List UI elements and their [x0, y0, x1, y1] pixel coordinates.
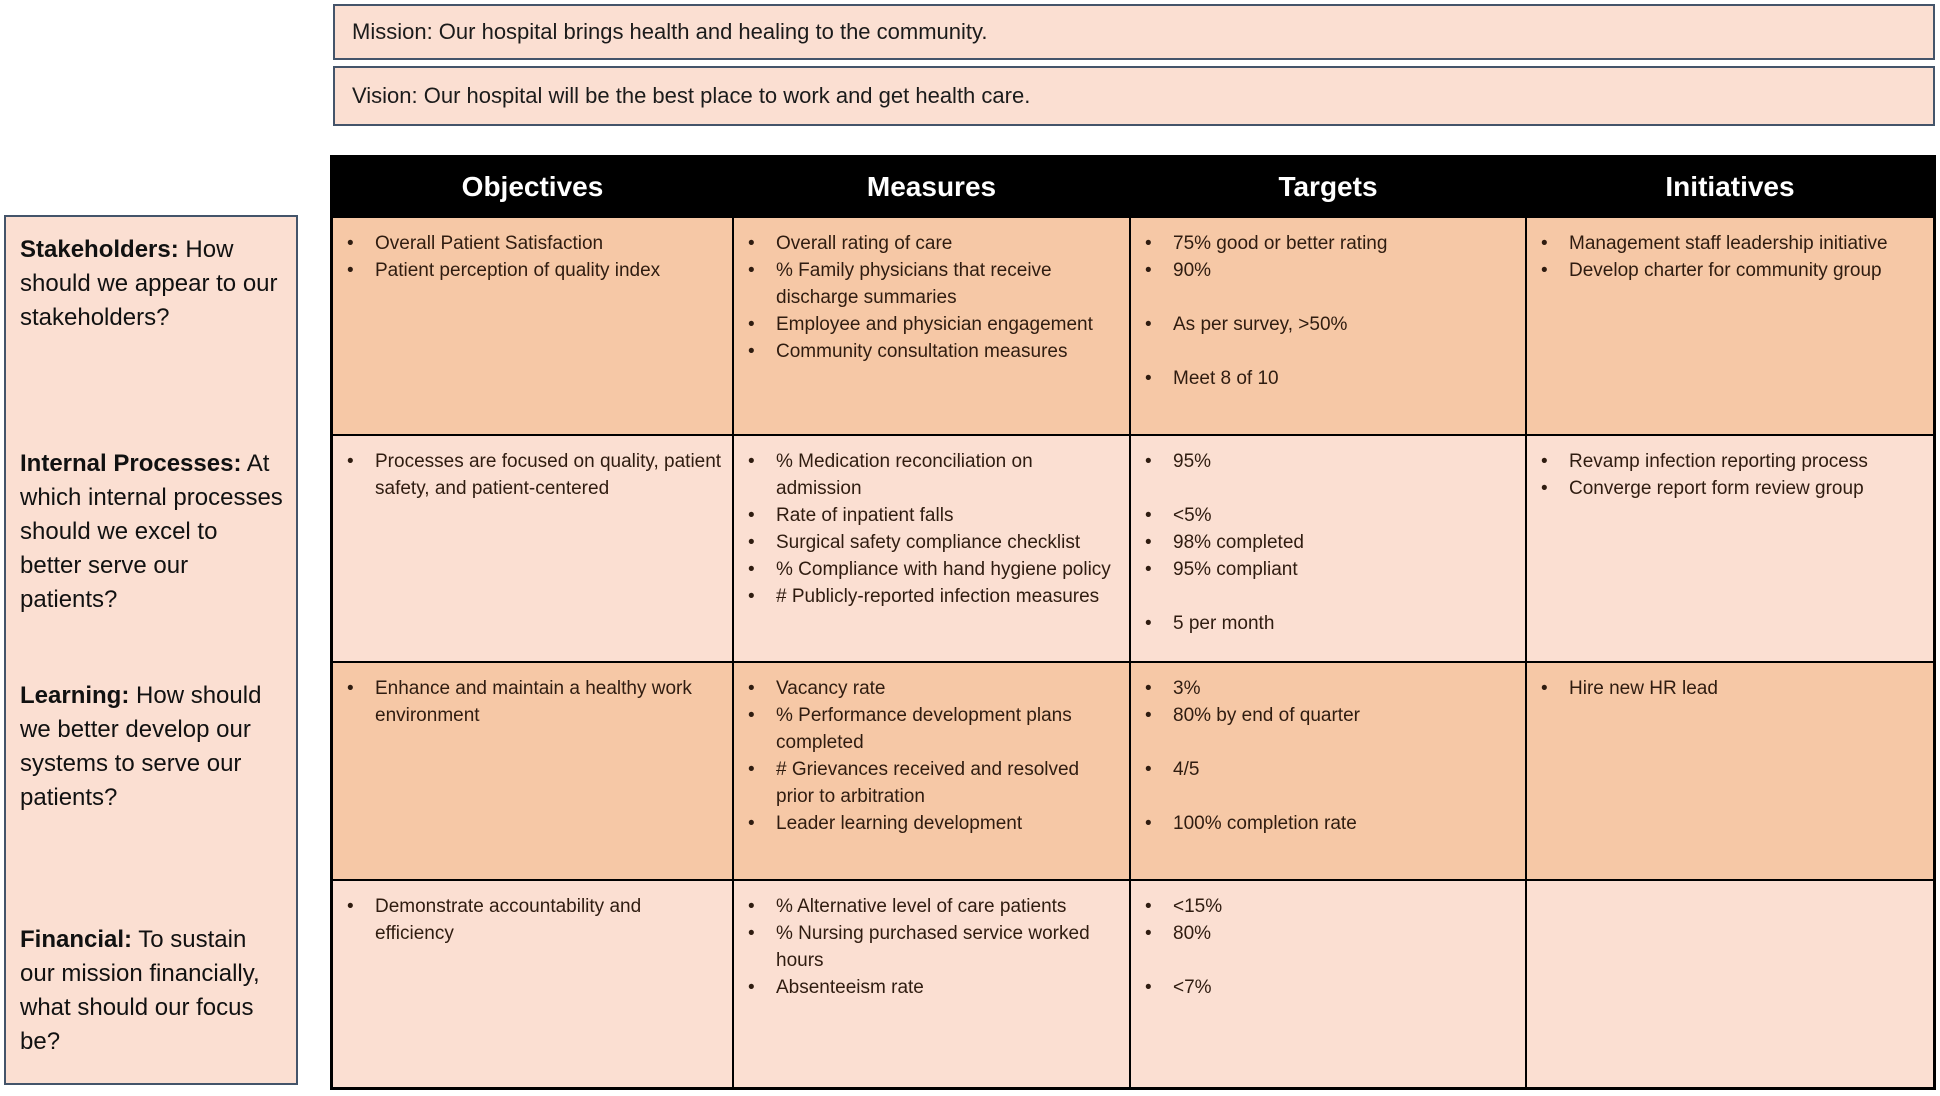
bullet-item	[1145, 448, 1515, 475]
bullet-text: Vacancy rate	[776, 678, 886, 699]
bullet-icon: •	[347, 260, 354, 281]
mission-banner	[333, 4, 1935, 60]
mission-text: Mission: Our hospital brings health and healing to the community.	[352, 19, 988, 44]
bullet-text: Leader learning development	[776, 813, 1023, 834]
bullet-icon: •	[1145, 532, 1152, 553]
bullet-icon: •	[1541, 478, 1548, 499]
perspective-label: Financial:	[20, 926, 133, 953]
list-gap	[1145, 284, 1515, 311]
bullet-icon: •	[347, 233, 354, 254]
bullet-item	[1541, 475, 1923, 502]
perspective-financial	[20, 923, 284, 1059]
bullet-icon: •	[1145, 759, 1152, 780]
bullet-item	[1145, 920, 1515, 947]
learning-initiatives-cell	[1527, 663, 1933, 879]
bullet-text: % Alternative level of care patients	[776, 896, 1067, 917]
bullet-text: Management staff leadership initiative	[1569, 233, 1888, 254]
bullet-item	[1145, 365, 1515, 392]
bullet-text: Surgical safety compliance checklist	[776, 532, 1081, 553]
bullet-text: Employee and physician engagement	[776, 314, 1093, 335]
internal-processes-objectives-cell	[333, 436, 732, 661]
bullet-item	[347, 230, 722, 257]
header-targets: Targets	[1131, 158, 1525, 216]
bullet-text: 5 per month	[1173, 613, 1275, 634]
internal-processes-measures-cell	[734, 436, 1129, 661]
perspective-label: Internal Processes:	[20, 450, 242, 477]
bullet-icon: •	[1145, 613, 1152, 634]
bullet-text: 80%	[1173, 923, 1212, 944]
bullet-item	[1145, 702, 1515, 729]
bullet-text: Overall Patient Satisfaction	[375, 233, 604, 254]
bullet-text: 75% good or better rating	[1173, 233, 1388, 254]
bullet-text: Patient perception of quality index	[375, 260, 661, 281]
bullet-item	[1145, 529, 1515, 556]
financial-measures-cell	[734, 881, 1129, 1087]
header-objectives: Objectives	[333, 158, 732, 216]
bullet-text: % Compliance with hand hygiene policy	[776, 559, 1111, 580]
bullet-item	[748, 702, 1119, 756]
bullet-item	[347, 675, 722, 729]
vision-text: Vision: Our hospital will be the best place to work and get health care.	[352, 83, 1031, 108]
bullet-icon: •	[748, 813, 755, 834]
bullet-text: # Grievances received and resolved prior to arbitration	[776, 759, 1080, 807]
stakeholders-initiatives-cell	[1527, 218, 1933, 434]
bullet-icon: •	[1145, 678, 1152, 699]
perspectives-panel	[4, 215, 298, 1085]
perspective-question: To sustain our mission financially, what should our focus be?	[20, 926, 260, 1055]
learning-targets-cell	[1131, 663, 1525, 879]
learning-measures-cell	[734, 663, 1129, 879]
bullet-text: 80% by end of quarter	[1173, 705, 1360, 726]
bullet-text: Overall rating of care	[776, 233, 953, 254]
perspective-stakeholders	[20, 233, 284, 335]
bullet-icon: •	[1145, 977, 1152, 998]
bullet-icon: •	[347, 678, 354, 699]
bullet-icon: •	[748, 559, 755, 580]
bullet-text: As per survey, >50%	[1173, 314, 1348, 335]
bullet-item	[1541, 257, 1923, 284]
bullet-item	[1541, 230, 1923, 257]
bullet-text: % Nursing purchased service worked hours	[776, 923, 1090, 971]
list-gap	[1145, 729, 1515, 756]
bullet-icon: •	[347, 896, 354, 917]
bullet-item	[347, 893, 722, 947]
perspective-learning	[20, 679, 284, 815]
bullet-item	[748, 893, 1119, 920]
bullet-text: <5%	[1173, 505, 1212, 526]
bullet-text: 95%	[1173, 451, 1212, 472]
bullet-icon: •	[748, 586, 755, 607]
bullet-icon: •	[748, 451, 755, 472]
bullet-icon: •	[748, 532, 755, 553]
bullet-item	[1145, 675, 1515, 702]
bullet-item	[748, 974, 1119, 1001]
bullet-text: Hire new HR lead	[1569, 678, 1718, 699]
bullet-icon: •	[748, 505, 755, 526]
perspective-label: Learning:	[20, 682, 130, 709]
bullet-icon: •	[1145, 923, 1152, 944]
bullet-item	[748, 675, 1119, 702]
bullet-icon: •	[748, 678, 755, 699]
bullet-item	[1145, 610, 1515, 637]
stakeholders-targets-cell	[1131, 218, 1525, 434]
bullet-text: 95% compliant	[1173, 559, 1298, 580]
bullet-icon: •	[748, 896, 755, 917]
financial-initiatives-cell	[1527, 881, 1933, 1087]
list-gap	[1145, 475, 1515, 502]
internal-processes-targets-cell	[1131, 436, 1525, 661]
bullet-item	[1145, 756, 1515, 783]
bullet-icon: •	[748, 923, 755, 944]
bullet-item	[748, 756, 1119, 810]
bullet-icon: •	[1541, 260, 1548, 281]
bullet-item	[1145, 502, 1515, 529]
bullet-text: Rate of inpatient falls	[776, 505, 954, 526]
bullet-icon: •	[1145, 813, 1152, 834]
bullet-text: Meet 8 of 10	[1173, 368, 1279, 389]
bullet-text: Community consultation measures	[776, 341, 1068, 362]
bullet-text: <15%	[1173, 896, 1223, 917]
bullet-item	[748, 583, 1119, 610]
perspective-question: How should we appear to our stakeholders?	[20, 236, 278, 331]
bullet-text: % Medication reconciliation on admission	[776, 451, 1033, 499]
perspective-label: Stakeholders:	[20, 236, 179, 263]
bullet-text: Enhance and maintain a healthy work environment	[375, 678, 692, 726]
bullet-item	[1145, 257, 1515, 284]
bullet-icon: •	[1145, 368, 1152, 389]
bullet-item	[1145, 230, 1515, 257]
bullet-item	[748, 502, 1119, 529]
list-gap	[1145, 583, 1515, 610]
bullet-text: 98% completed	[1173, 532, 1304, 553]
bullet-icon: •	[347, 451, 354, 472]
bullet-item	[347, 257, 722, 284]
bullet-text: 100% completion rate	[1173, 813, 1357, 834]
bullet-icon: •	[1145, 233, 1152, 254]
bullet-icon: •	[1145, 314, 1152, 335]
list-gap	[1145, 783, 1515, 810]
bullet-text: Absenteeism rate	[776, 977, 924, 998]
bullet-item	[347, 448, 722, 502]
header-measures: Measures	[734, 158, 1129, 216]
bullet-item	[1541, 448, 1923, 475]
bullet-item	[1541, 675, 1923, 702]
bullet-icon: •	[748, 759, 755, 780]
learning-objectives-cell	[333, 663, 732, 879]
bullet-text: # Publicly-reported infection measures	[776, 586, 1100, 607]
bullet-text: % Performance development plans completed	[776, 705, 1072, 753]
bullet-icon: •	[748, 341, 755, 362]
perspective-internalprocesses	[20, 447, 284, 617]
bullet-item	[1145, 311, 1515, 338]
bullet-item	[1145, 893, 1515, 920]
bullet-item	[748, 311, 1119, 338]
bullet-item	[748, 529, 1119, 556]
stakeholders-measures-cell	[734, 218, 1129, 434]
bullet-text: Processes are focused on quality, patient safety, and patient-centered	[375, 451, 722, 499]
bullet-text: 4/5	[1173, 759, 1200, 780]
bullet-icon: •	[1145, 451, 1152, 472]
list-gap	[1145, 338, 1515, 365]
list-gap	[1145, 947, 1515, 974]
header-initiatives: Initiatives	[1527, 158, 1933, 216]
bullet-text: Demonstrate accountability and efficiency	[375, 896, 642, 944]
bullet-icon: •	[748, 233, 755, 254]
bullet-icon: •	[1541, 451, 1548, 472]
bullet-item	[748, 338, 1119, 365]
bullet-item	[1145, 810, 1515, 837]
bullet-item	[1145, 556, 1515, 583]
vision-banner	[333, 66, 1935, 126]
bullet-item	[748, 920, 1119, 974]
stakeholders-objectives-cell	[333, 218, 732, 434]
bullet-text: 90%	[1173, 260, 1212, 281]
bullet-item	[748, 810, 1119, 837]
financial-objectives-cell	[333, 881, 732, 1087]
bullet-text: <7%	[1173, 977, 1212, 998]
bullet-icon: •	[748, 314, 755, 335]
bullet-icon: •	[1541, 678, 1548, 699]
bullet-icon: •	[1145, 896, 1152, 917]
scorecard-table	[330, 155, 1936, 1090]
bullet-text: Converge report form review group	[1569, 478, 1864, 499]
perspective-question: How should we better develop our systems to serve our patients?	[20, 682, 262, 811]
bullet-icon: •	[748, 977, 755, 998]
internal-processes-initiatives-cell	[1527, 436, 1933, 661]
bullet-icon: •	[1145, 260, 1152, 281]
bullet-item	[748, 448, 1119, 502]
bullet-icon: •	[748, 705, 755, 726]
bullet-item	[748, 257, 1119, 311]
bullet-item	[748, 556, 1119, 583]
bullet-icon: •	[1541, 233, 1548, 254]
bullet-text: Develop charter for community group	[1569, 260, 1882, 281]
bullet-icon: •	[1145, 505, 1152, 526]
bullet-item	[1145, 974, 1515, 1001]
bullet-text: Revamp infection reporting process	[1569, 451, 1868, 472]
bullet-text: % Family physicians that receive discharge summaries	[776, 260, 1052, 308]
bullet-icon: •	[748, 260, 755, 281]
perspective-question: At which internal processes should we excel to better serve our patients?	[20, 450, 283, 613]
bullet-item	[748, 230, 1119, 257]
bullet-text: 3%	[1173, 678, 1201, 699]
bullet-icon: •	[1145, 559, 1152, 580]
bullet-icon: •	[1145, 705, 1152, 726]
financial-targets-cell	[1131, 881, 1525, 1087]
